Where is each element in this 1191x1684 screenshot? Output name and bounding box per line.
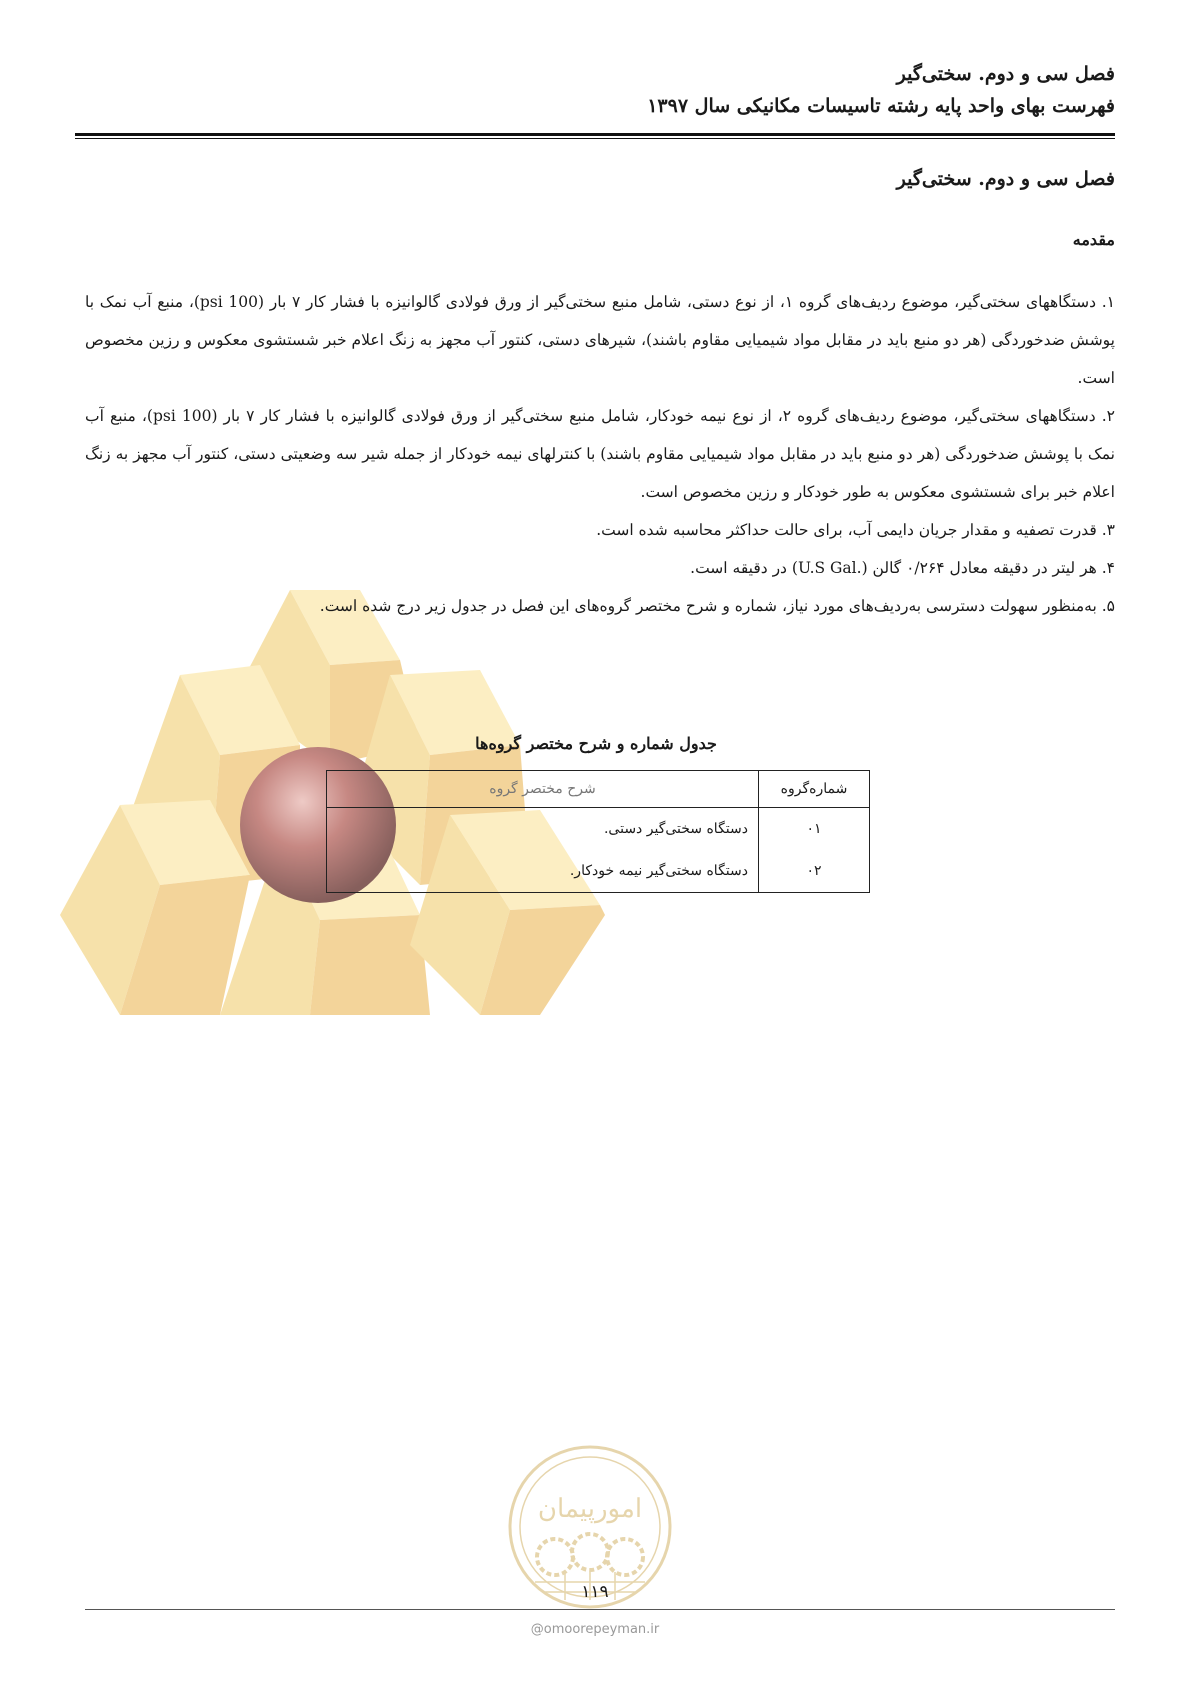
column-header-description: شرح مختصر گروه (327, 771, 759, 808)
table-title: جدول شماره و شرح مختصر گروه‌ها (475, 734, 717, 753)
intro-heading: مقدمه (1072, 230, 1115, 249)
group-description: دستگاه سختی‌گیر نیمه خودکار. (327, 850, 759, 893)
group-number: ۰۲ (759, 850, 870, 893)
page-number: ۱۱۹ (581, 1582, 609, 1602)
page-header (75, 58, 1115, 122)
paragraph-2: ۲. دستگاههای سختی‌گیر، موضوع ردیف‌های گروه ۲، از نوع نیمه خودکار، شامل منبع سختی‌گیر از ورق فولادی گالوانیزه با فشار کار ۷ بار (psi 100)، منبع آب نمک با پوشش ضدخوردگی (هر دو منبع باید در مقابل مواد شیمیایی مقاوم باشند) با کنترلهای نیمه خودکار از جمله شیر سه وضعیتی دستی، کنتور آب مجهز به زنگ اعلام خبر برای شستشوی معکوس به طور خودکار و رزین مخصوص است. (85, 407, 1115, 501)
group-description: دستگاه سختی‌گیر دستی. (327, 808, 759, 851)
paragraph-5: ۵. به‌منظور سهولت دسترسی به‌ردیف‌های مورد نیاز، شماره و شرح مختصر گروه‌های این فصل در جدول زیر درج شده است. (319, 597, 1115, 615)
table-row (327, 808, 870, 851)
paragraph-4: ۴. هر لیتر در دقیقه معادل ۰/۲۶۴ گالن (.U.S Gal) در دقیقه است. (690, 559, 1115, 577)
paragraph-3: ۳. قدرت تصفیه و مقدار جریان دایمی آب، برای حالت حداکثر محاسبه شده است. (596, 521, 1115, 539)
group-number: ۰۱ (759, 808, 870, 851)
table-header-row (327, 771, 870, 808)
website-url: @omoorepeyman.ir (530, 1622, 660, 1637)
paragraph-1: ۱. دستگاههای سختی‌گیر، موضوع ردیف‌های گروه ۱، از نوع دستی، شامل منبع سختی‌گیر از ورق فولادی گالوانیزه با فشار کار ۷ بار (psi 100)، منبع آب نمک با پوشش ضدخوردگی (هر دو منبع باید در مقابل مواد شیمیایی مقاوم باشند)، شیرهای دستی، کنتور آب مجهز به زنگ اعلام خبر شستشوی معکوس و رزین مخصوص است. (85, 293, 1115, 387)
footer-rule (85, 1609, 1115, 1610)
chapter-title: فصل سی و دوم. سختی‌گیر (896, 168, 1115, 190)
seal-text: امورپیمان (537, 1494, 643, 1524)
header-rule-thin (75, 138, 1115, 139)
header-book-line: فهرست بهای واحد پایه رشته تاسیسات مکانیکی سال ۱۳۹۷ (647, 95, 1115, 117)
header-rule-thick (75, 133, 1115, 136)
column-header-number: شماره‌گروه (759, 771, 870, 808)
cube-bottom-left (60, 800, 250, 1015)
group-table (326, 770, 870, 893)
table-row (327, 850, 870, 893)
header-chapter-line: فصل سی و دوم. سختی‌گیر (896, 63, 1115, 85)
intro-paragraphs (85, 283, 1115, 625)
